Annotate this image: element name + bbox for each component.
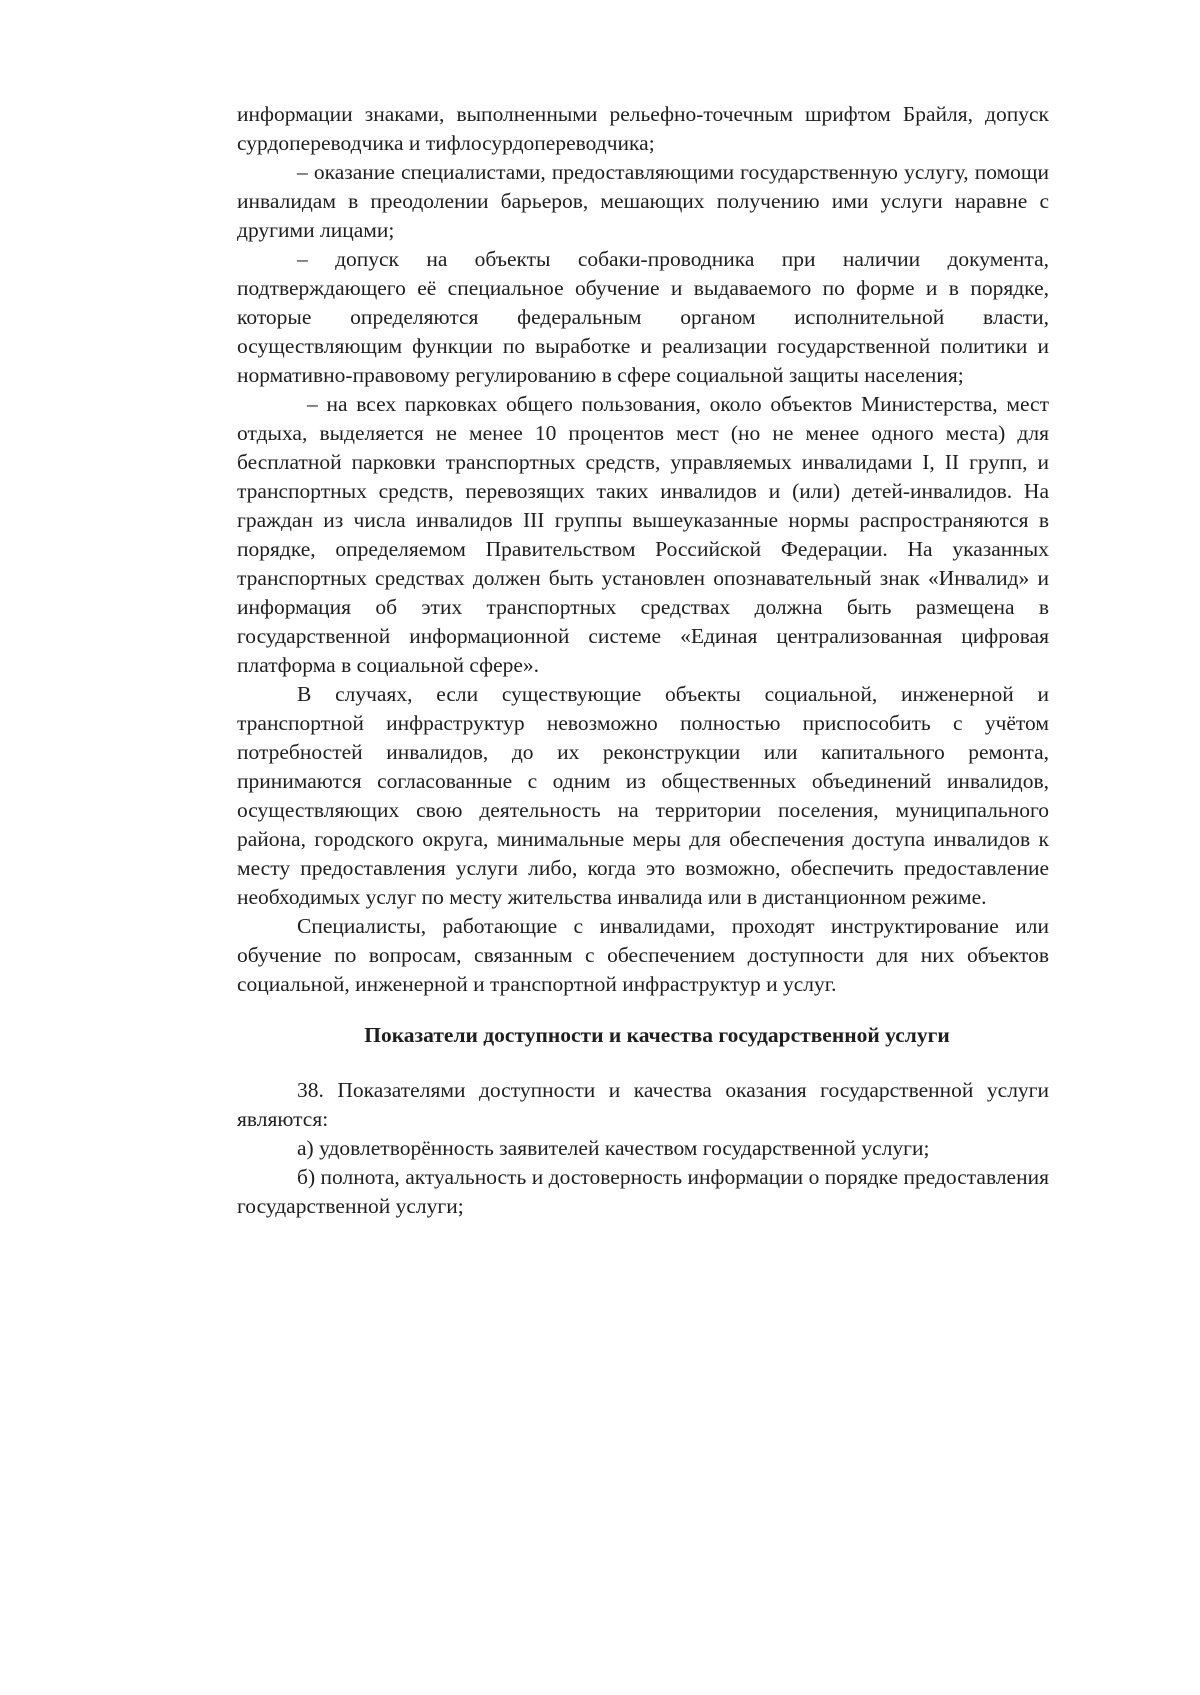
paragraph-item-38: 38. Показателями доступности и качества оказания государственной услуги являются: [237, 1078, 1049, 1131]
paragraph-specialist-training: Специалисты, работающие с инвалидами, проходят инструктирование или обучение по вопросам, связанным с обеспечением доступности для них объектов социальной, инженерной и транспортной инфраструктур и услуг. [237, 914, 1049, 996]
paragraph-item-b: б) полнота, актуальность и достоверность информации о порядке предоставления государственной услуги; [237, 1165, 1049, 1218]
paragraph-item-a: а) удовлетворённость заявителей качеством государственной услуги; [297, 1136, 930, 1160]
paragraph-braille-access: информации знаками, выполненными рельефно-точечным шрифтом Брайля, допуск сурдопереводчика и тифлосурдопереводчика; [237, 102, 1049, 155]
paragraph-guide-dog-access: – допуск на объекты собаки-проводника при наличии документа, подтверждающего её специальное обучение и выдаваемого по форме и в порядке, которые определяются федеральным органом исполнительной власти, осуществляющим функции по выработке и реализации государственной политики и нормативно-правовому регулированию в сфере социальной защиты населения; [237, 247, 1049, 387]
document-body [237, 100, 1049, 1221]
section-heading: Показатели доступности и качества государственной услуги [364, 1023, 950, 1047]
paragraph-infrastructure-adaptation: В случаях, если существующие объекты социальной, инженерной и транспортной инфраструктур невозможно полностью приспособить с учётом потребностей инвалидов, до их реконструкции или капитального ремонта, принимаются согласованные с одним из общественных объединений инвалидов, осуществляющих свою деятельность на территории поселения, муниципального района, городского округа, минимальные меры для обеспечения доступа инвалидов к месту предоставления услуги либо, когда это возможно, обеспечить предоставление необходимых услуг по месту жительства инвалида или в дистанционном режиме. [237, 682, 1049, 909]
paragraph-specialist-assistance: – оказание специалистами, предоставляющими государственную услугу, помощи инвалидам в преодолении барьеров, мешающих получению ими услуги наравне с другими лицами; [237, 160, 1049, 242]
paragraph-parking: – на всех парковках общего пользования, около объектов Министерства, мест отдыха, выделяется не менее 10 процентов мест (но не менее одного места) для бесплатной парковки транспортных средств, управляемых инвалидами I, II групп, и транспортных средств, перевозящих таких инвалидов и (или) детей-инвалидов. На граждан из числа инвалидов III группы вышеуказанные нормы распространяются в порядке, определяемом Правительством Российской Федерации. На указанных транспортных средствах должен быть установлен опознавательный знак «Инвалид» и информация об этих транспортных средствах должна быть размещена в государственной информационной системе «Единая централизованная цифровая платформа в социальной сфере». [237, 392, 1049, 677]
